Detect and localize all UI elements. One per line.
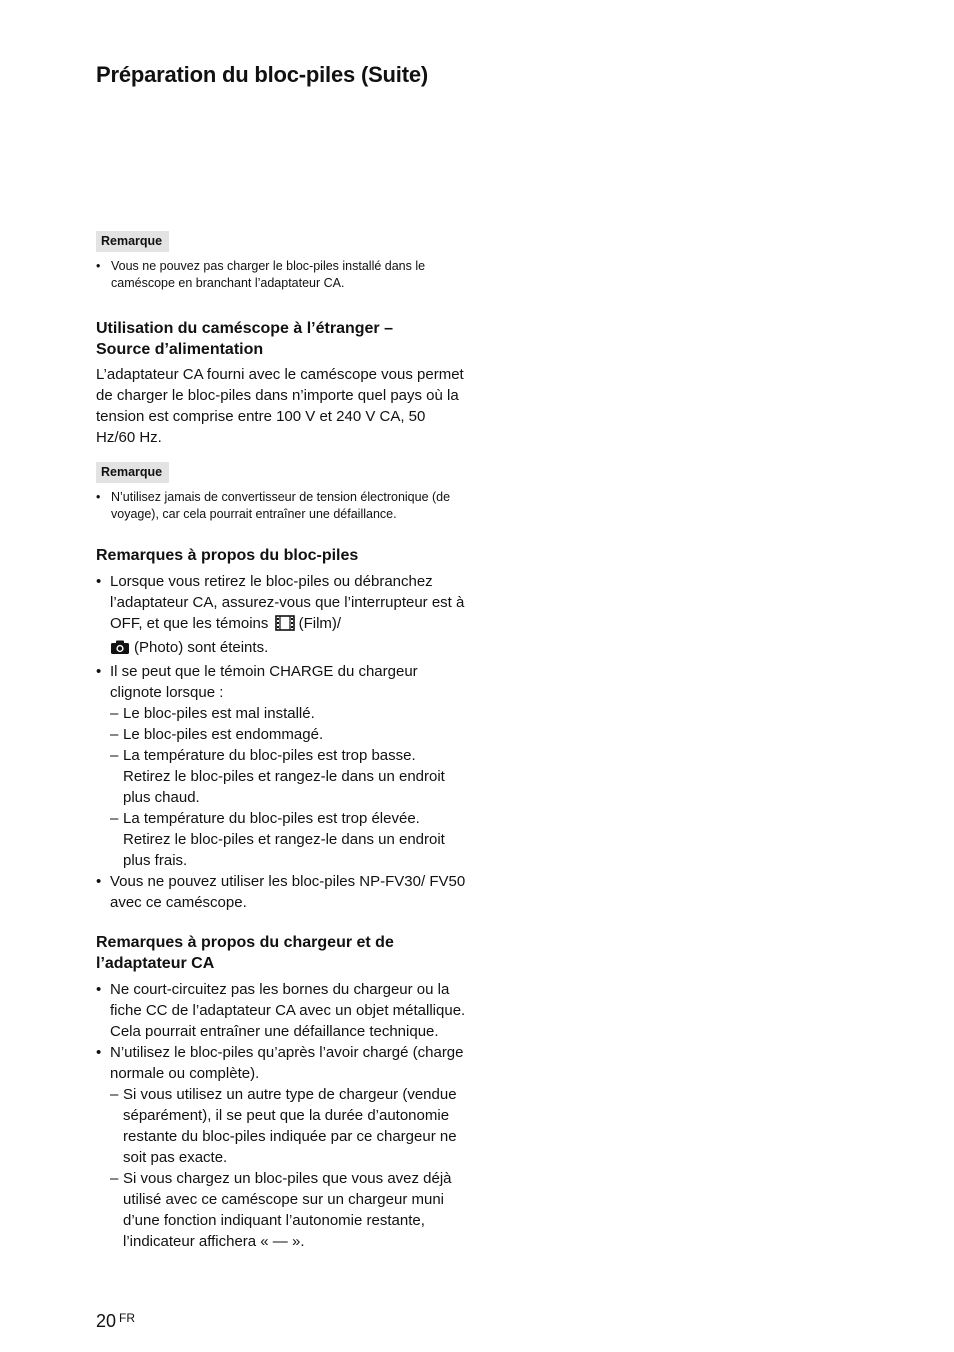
heading-line: Remarques à propos du chargeur et de [96,934,394,951]
section-heading: Remarques à propos du bloc-piles [96,547,359,564]
item-text: Lorsque vous retirez le bloc-piles ou débranchez l’adaptateur CA, assurez-vous que l’interrupteur est à OFF, et que les témoins [110,573,465,632]
sub-item: – La température du bloc-piles est trop basse. Retirez le bloc-piles et rangez-le dans un endroit plus chaud. [110,745,466,808]
language-code: FR [119,1311,136,1325]
bullet-list [96,571,466,913]
heading-line: Utilisation du caméscope à l’étranger – [96,320,393,337]
bullet-list [96,979,466,1252]
sub-item: – Si vous chargez un bloc-piles que vous avez déjà utilisé avec ce caméscope sur un chargeur muni d’une fonction indiquant l’autonomie restante, l’indicateur affichera « — ». [110,1168,466,1252]
list-item [96,1042,466,1252]
note-label: Remarque [96,231,169,252]
note-block-1 [96,231,466,292]
item-text: Il se peut que le témoin CHARGE du chargeur clignote lorsque : [110,663,418,701]
note-label: Remarque [96,462,169,483]
page-number [96,1307,135,1332]
page-number-value: 20 [96,1311,117,1331]
section-body: L’adaptateur CA fourni avec le caméscope vous permet de charger le bloc-piles dans n’importe quel pays où la tension est comprise entre 100 V et 240 V CA, 50 Hz/60 Hz. [96,366,464,446]
section-heading [96,318,466,360]
item-text: (Film)/ [298,615,342,632]
heading-line: l’adaptateur CA [96,955,215,972]
list-item [96,571,466,661]
section-heading [96,932,466,974]
list-item: • Vous ne pouvez utiliser les bloc-piles NP-FV30/ FV50 avec ce caméscope. [96,871,466,913]
item-text: (Photo) sont éteints. [134,639,269,656]
heading-line: Source d’alimentation [96,341,264,358]
sub-list [110,703,466,871]
note-item: • Vous ne pouvez pas charger le bloc-piles installé dans le caméscope en branchant l’adaptateur CA. [96,258,466,292]
sub-item: – Le bloc-piles est mal installé. [110,703,466,724]
page-title: Préparation du bloc-piles (Suite) [96,62,428,87]
section-battery [96,545,466,913]
note-list [96,489,466,523]
content-column [96,231,466,1252]
sub-list [110,1084,466,1252]
section-charger [96,932,466,1252]
sub-item: – Si vous utilisez un autre type de chargeur (vendue séparément), il se peut que la durée d’autonomie restante du bloc-piles indiquée par ce chargeur ne soit pas exacte. [110,1084,466,1168]
film-icon [275,615,295,637]
list-item [96,661,466,871]
sub-item: – Le bloc-piles est endommagé. [110,724,466,745]
sub-item: – La température du bloc-piles est trop élevée. Retirez le bloc-piles et rangez-le dans un endroit plus frais. [110,808,466,871]
note-block-2 [96,462,466,523]
camera-icon [110,639,130,661]
note-item: • N’utilisez jamais de convertisseur de tension électronique (de voyage), car cela pourrait entraîner une défaillance. [96,489,466,523]
item-text: N’utilisez le bloc-piles qu’après l’avoir chargé (charge normale ou complète). [110,1044,464,1082]
note-list [96,258,466,292]
list-item: • Ne court-circuitez pas les bornes du chargeur ou la fiche CC de l’adaptateur CA avec un objet métallique. Cela pourrait entraîner une défaillance technique. [96,979,466,1042]
section-abroad [96,318,466,448]
